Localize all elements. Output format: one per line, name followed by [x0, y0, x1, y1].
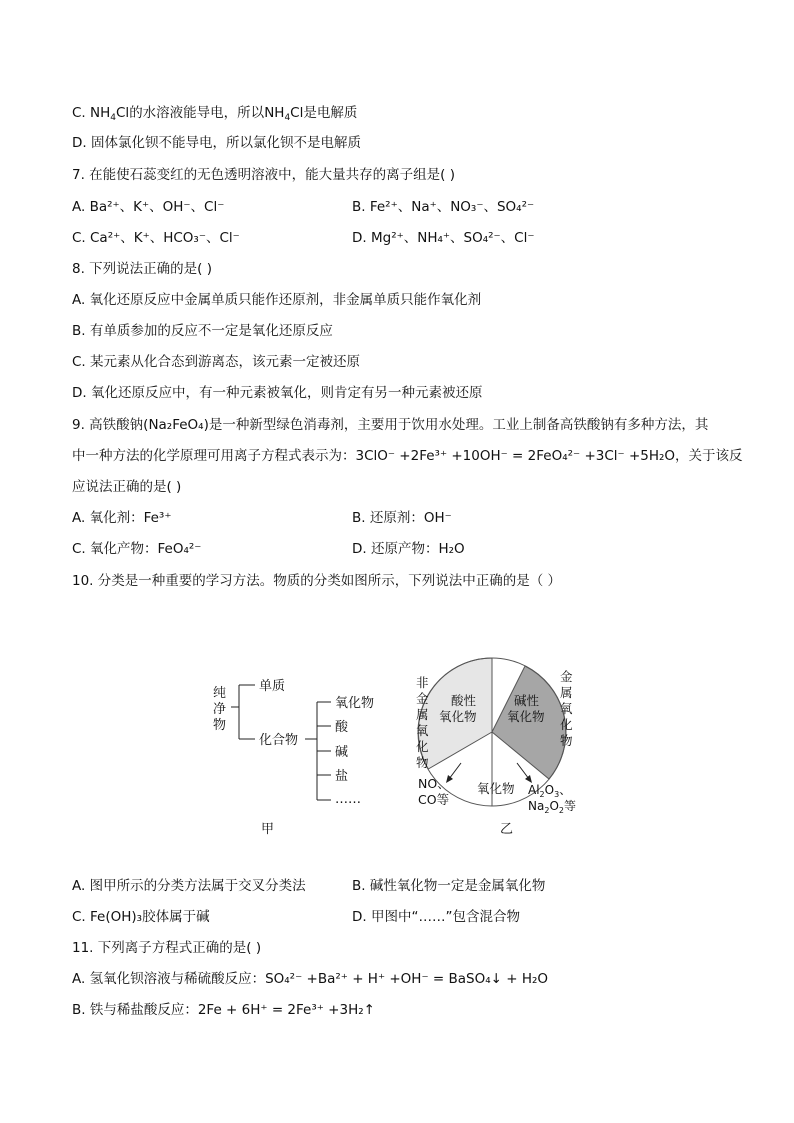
arrow-right-line — [517, 763, 529, 779]
basic-oxide-label-1: 碱性 — [514, 693, 540, 708]
no-co-line2: CO等 — [418, 792, 450, 807]
q10-option-a: A. 图甲所示的分类方法属于交叉分类法 — [72, 878, 306, 894]
na-line: $Na_2O_2$等 — [528, 799, 576, 815]
pure-substance-char-1: 纯 — [213, 686, 227, 701]
q10-option-b: B. 碱性氧化物一定是金属氧化物 — [352, 878, 546, 894]
arrow-left-line — [449, 763, 461, 779]
etc-label: …… — [335, 792, 361, 807]
q6-option-c: C. $NH_4Cl$的水溶液能导电，所以$NH_4Cl$是电解质 — [72, 105, 358, 123]
acid-label: 酸 — [335, 720, 349, 735]
figure-b-pie — [195, 645, 576, 837]
q8-option-a: A. 氧化还原反应中金属单质只能作还原剂，非金属单质只能作氧化剂 — [72, 292, 482, 308]
svg-text:金: 金 — [416, 691, 429, 706]
q8-option-c: C. 某元素从化合态到游离态，该元素一定被还原 — [72, 354, 361, 370]
figure-b-label: 乙 — [500, 822, 514, 837]
q9-option-a: A. 氧化剂：Fe³⁺ — [72, 510, 172, 526]
oxide-label: 氧化物 — [335, 696, 375, 711]
q10-stem: 10. 分类是一种重要的学习方法。物质的分类如图所示，下列说法中正确的是（ ） — [72, 573, 562, 589]
pure-substance-char-3: 物 — [213, 718, 227, 733]
svg-text:化: 化 — [560, 717, 573, 732]
svg-text:属: 属 — [416, 707, 429, 722]
q11-stem: 11. 下列离子方程式正确的是( ) — [72, 940, 262, 956]
acidic-oxide-label-2: 氧化物 — [439, 709, 477, 724]
svg-text:氧: 氧 — [416, 723, 429, 738]
q7-option-b: B. Fe²⁺、Na⁺、NO₃⁻、SO₄²⁻ — [352, 199, 535, 215]
q8-option-d: D. 氧化还原反应中，有一种元素被氧化，则肯定有另一种元素被还原 — [72, 385, 483, 401]
q7-option-d: D. Mg²⁺、NH₄⁺、SO₄²⁻、Cl⁻ — [352, 230, 535, 246]
q10-option-d: D. 甲图中“……”包含混合物 — [352, 909, 520, 925]
acidic-oxide-label-1: 酸性 — [451, 693, 477, 708]
q9-stem-line1: 9. 高铁酸钠(Na₂FeO₄)是一种新型绿色消毒剂，主要用于饮用水处理。工业上制备高铁酸钠有多种方法，其 — [72, 417, 709, 433]
oxide-center-label: 氧化物 — [477, 781, 515, 796]
classification-figure — [195, 645, 605, 845]
q6-option-d: D. 固体氯化钡不能导电，所以氯化钡不是电解质 — [72, 135, 361, 151]
svg-text:氧: 氧 — [560, 701, 573, 716]
svg-text:属: 属 — [560, 685, 573, 700]
pure-substance-char-2: 净 — [213, 702, 227, 717]
svg-text:金: 金 — [560, 669, 573, 684]
q9-option-d: D. 还原产物：H₂O — [352, 541, 465, 557]
element-label: 单质 — [259, 679, 286, 694]
compound-label: 化合物 — [259, 733, 299, 748]
q9-option-b: B. 还原剂：OH⁻ — [352, 510, 452, 526]
figure-a-tree — [195, 645, 374, 837]
nonmetal-oxide-vertical — [416, 675, 429, 770]
q9-stem-line2: 中一种方法的化学原理可用离子方程式表示为：3ClO⁻ +2Fe³⁺ +10OH⁻ = 2FeO₄²⁻ +3Cl⁻ +5H₂O，关于该反 — [72, 448, 743, 464]
q11-option-b: B. 铁与稀盐酸反应：2Fe + 6H⁺ = 2Fe³⁺ +3H₂↑ — [72, 1002, 375, 1018]
q8-stem: 8. 下列说法正确的是( ) — [72, 261, 212, 277]
no-co-line1: NO、 — [418, 776, 450, 791]
q11-option-a: A. 氢氧化钡溶液与稀硫酸反应：SO₄²⁻ +Ba²⁺ + H⁺ +OH⁻ = BaSO₄↓ + H₂O — [72, 971, 549, 987]
q7-stem: 7. 在能使石蕊变红的无色透明溶液中，能大量共存的离子组是( ) — [72, 167, 455, 183]
svg-text:物: 物 — [560, 733, 573, 748]
arrow-right-head — [525, 775, 532, 783]
svg-text:物: 物 — [416, 755, 429, 770]
q7-option-c: C. Ca²⁺、K⁺、HCO₃⁻、Cl⁻ — [72, 230, 240, 246]
salt-label: 盐 — [335, 769, 349, 784]
q9-stem-line3: 应说法正确的是( ) — [72, 479, 182, 495]
svg-text:非: 非 — [416, 675, 429, 690]
svg-text:化: 化 — [416, 739, 429, 754]
q9-option-c: C. 氧化产物：FeO₄²⁻ — [72, 541, 202, 557]
figure-a-label: 甲 — [261, 822, 275, 837]
q8-option-b: B. 有单质参加的反应不一定是氧化还原反应 — [72, 323, 333, 339]
base-label: 碱 — [335, 745, 349, 760]
al-line: $Al_2O_3$、 — [528, 783, 572, 799]
q7-option-a: A. Ba²⁺、K⁺、OH⁻、Cl⁻ — [72, 199, 225, 215]
metal-oxide-vertical — [560, 669, 573, 748]
q10-option-c: C. Fe(OH)₃胶体属于碱 — [72, 909, 210, 925]
basic-oxide-label-2: 氧化物 — [507, 709, 545, 724]
